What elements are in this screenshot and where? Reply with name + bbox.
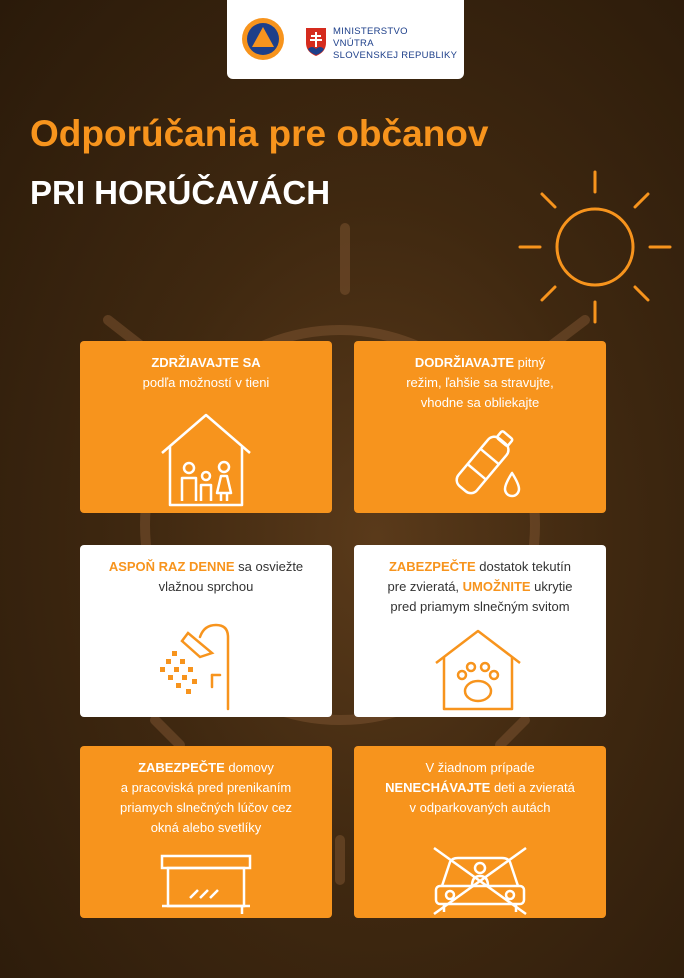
card-text-line3: v odparkovaných autách: [409, 800, 551, 815]
card-highlight: DODRŽIAVAJTE: [414, 355, 515, 370]
tip-card-shower: [80, 545, 332, 717]
card-text-line2: deti a zvieratá: [490, 780, 575, 795]
header-logos: [227, 0, 464, 79]
ministry-line-3: SLOVENSKEJ REPUBLIKY: [333, 50, 458, 61]
card-text-line2: pre zvieratá,: [387, 579, 463, 594]
card-text-line3: priamych slnečných lúčov cez: [120, 800, 292, 815]
card-text: dostatok tekutín: [475, 559, 572, 574]
card-highlight: ZDRŽIAVAJTE SA: [151, 355, 261, 370]
page-subtitle: PRI HORÚČAVÁCH: [30, 174, 331, 211]
water-bottle-icon: [354, 423, 606, 513]
card-text: podľa možností v tieni: [142, 375, 270, 390]
card-highlight: ZABEZPEČTE: [138, 760, 225, 775]
tip-card-cars: [354, 746, 606, 918]
ministry-line-2: VNÚTRA: [333, 38, 374, 49]
card-text-line2: vlažnou sprchou: [158, 579, 254, 594]
card-highlight: NENECHÁVAJTE: [385, 780, 491, 795]
page-title: Odporúčania pre občanov: [30, 113, 489, 154]
card-text-line3: ukrytie: [530, 579, 573, 594]
slovak-coat-of-arms-icon: [305, 27, 327, 57]
tip-card-shade: [80, 341, 332, 513]
ministry-name: [333, 26, 457, 62]
tip-card-hydration: [354, 341, 606, 513]
pet-house-icon: [354, 627, 606, 717]
card-text-line3: vhodne sa obliekajte: [420, 395, 540, 410]
house-family-icon: [80, 403, 332, 513]
tip-card-blinds: [80, 746, 332, 918]
shower-icon: [80, 607, 332, 717]
card-highlight: ZABEZPEČTE: [388, 559, 476, 574]
card-text-line2: a pracoviská pred prenikaním: [120, 780, 292, 795]
card-text-line2: režim, ľahšie sa stravujte,: [406, 375, 554, 390]
sun-icon: [515, 167, 675, 327]
card-highlight-2: UMOŽNITE: [462, 579, 531, 594]
car-crossed-icon: [354, 828, 606, 918]
window-blind-icon: [80, 838, 332, 918]
card-highlight: ASPOŇ RAZ DENNE: [108, 559, 235, 574]
card-text: pitný: [514, 355, 546, 370]
card-text: V žiadnom prípade: [425, 760, 535, 775]
civil-protection-logo-icon: [241, 17, 285, 61]
card-text-line4: okná alebo svetlíky: [150, 820, 262, 835]
card-text: domovy: [224, 760, 274, 775]
card-text: sa osviežte: [234, 559, 304, 574]
tip-card-animals: [354, 545, 606, 717]
card-text-line4: pred priamym slnečným svitom: [390, 599, 570, 614]
ministry-line-1: MINISTERSTVO: [333, 26, 408, 37]
